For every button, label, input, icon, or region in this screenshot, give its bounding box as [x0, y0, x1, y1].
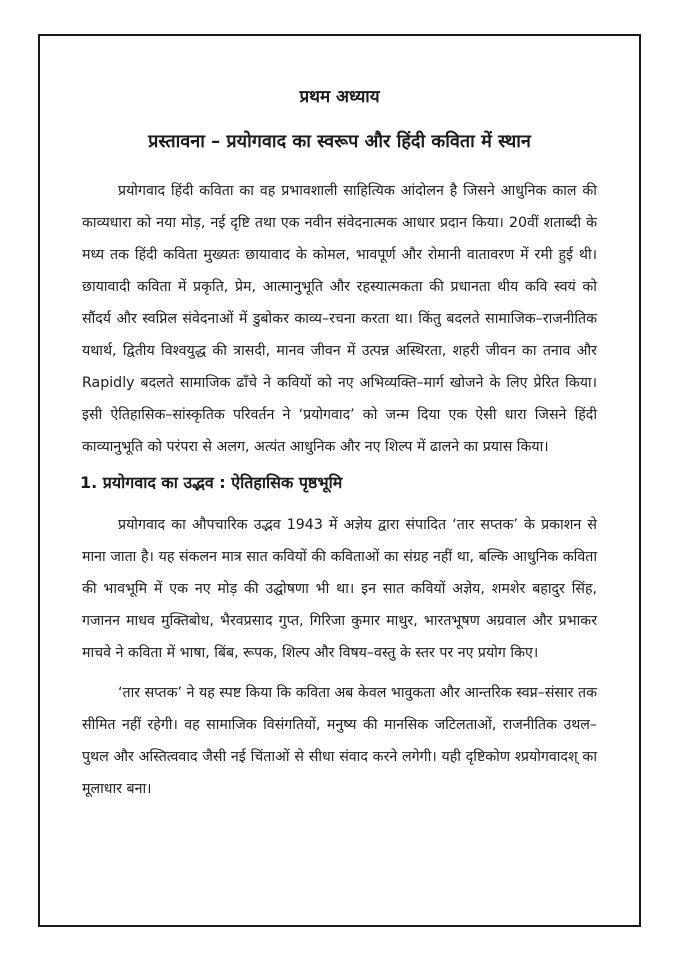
main-title: प्रस्तावना – प्रयोगवाद का स्वरूप और हिंदी कविता में स्थान	[148, 131, 531, 152]
document-body	[82, 84, 597, 813]
section-paragraph-2: ‘तार सप्तक’ ने यह स्पष्ट किया कि कविता अब केवल भावुकता और आन्तरिक स्वप्न–संसार तक सीमित नहीं रहेगी। वह सामाजिक विसंगतियों, मनुष्य की मानसिक जटिलताओं, राजनीतिक उथल–पुथल और अस्तित्ववाद जैसी नई चिंताओं से सीधा संवाद करने लगेगी। यही दृष्टिकोण श्प्रयोगवादश् का मूलाधार बना।	[82, 685, 597, 797]
chapter-title: प्रथम अध्याय	[299, 87, 380, 107]
section-paragraph-1: प्रयोगवाद का औपचारिक उद्भव 1943 में अज्ञेय द्वारा संपादित ‘तार सप्तक’ के प्रकाशन से माना जाता है। यह संकलन मात्र सात कवियों की कविताओं का संग्रह नहीं था, बल्कि आधुनिक कविता की भावभूमि में एक नए मोड़ की उद्घोषणा भी था। इन सात कवियों अज्ञेय, शमशेर बहादुर सिंह, गजानन माधव मुक्तिबोध, भैरवप्रसाद गुप्त, गिरिजा कुमार माथुर, भारतभूषण अग्रवाल और प्रभाकर माचवे ने कविता में भाषा, बिंब, रूपक, शिल्प और विषय–वस्तु के स्तर पर नए प्रयोग किए।	[82, 517, 597, 661]
section-heading: 1. प्रयोगवाद का उद्भव : ऐतिहासिक पृष्ठभूमि	[80, 473, 343, 492]
intro-paragraph: प्रयोगवाद हिंदी कविता का वह प्रभावशाली साहित्यिक आंदोलन है जिसने आधुनिक काल की काव्यधारा को नया मोड़, नई दृष्टि तथा एक नवीन संवेदनात्मक आधार प्रदान किया। 20वीं शताब्दी के मध्य तक हिंदी कविता मुख्यतः छायावाद के कोमल, भावपूर्ण और रोमानी वातावरण में रमी हुई थी। छायावादी कविता में प्रकृति, प्रेम, आत्मानुभूति और रहस्यात्मकता की प्रधानता थीय कवि स्वयं को सौंदर्य और स्वप्निल संवेदनाओं में डुबोकर काव्य–रचना करता था। किंतु बदलते सामाजिक–राजनीतिक यथार्थ, द्वितीय विश्वयुद्ध की त्रासदी, मानव जीवन में उत्पन्न अस्थिरता, शहरी जीवन का तनाव और Rapidly बदलते सामाजिक ढाँचे ने कवियों को नए अभिव्यक्ति–मार्ग खोजने के लिए प्रेरित किया। इसी ऐतिहासिक–सांस्कृतिक परिवर्तन ने ‘प्रयोगवाद’ को जन्म दिया एक ऐसी धारा जिसने हिंदी काव्यानुभूति को परंपरा से अलग, अत्यंत आधुनिक और नए शिल्प में ढालने का प्रयास किया।	[82, 183, 597, 455]
